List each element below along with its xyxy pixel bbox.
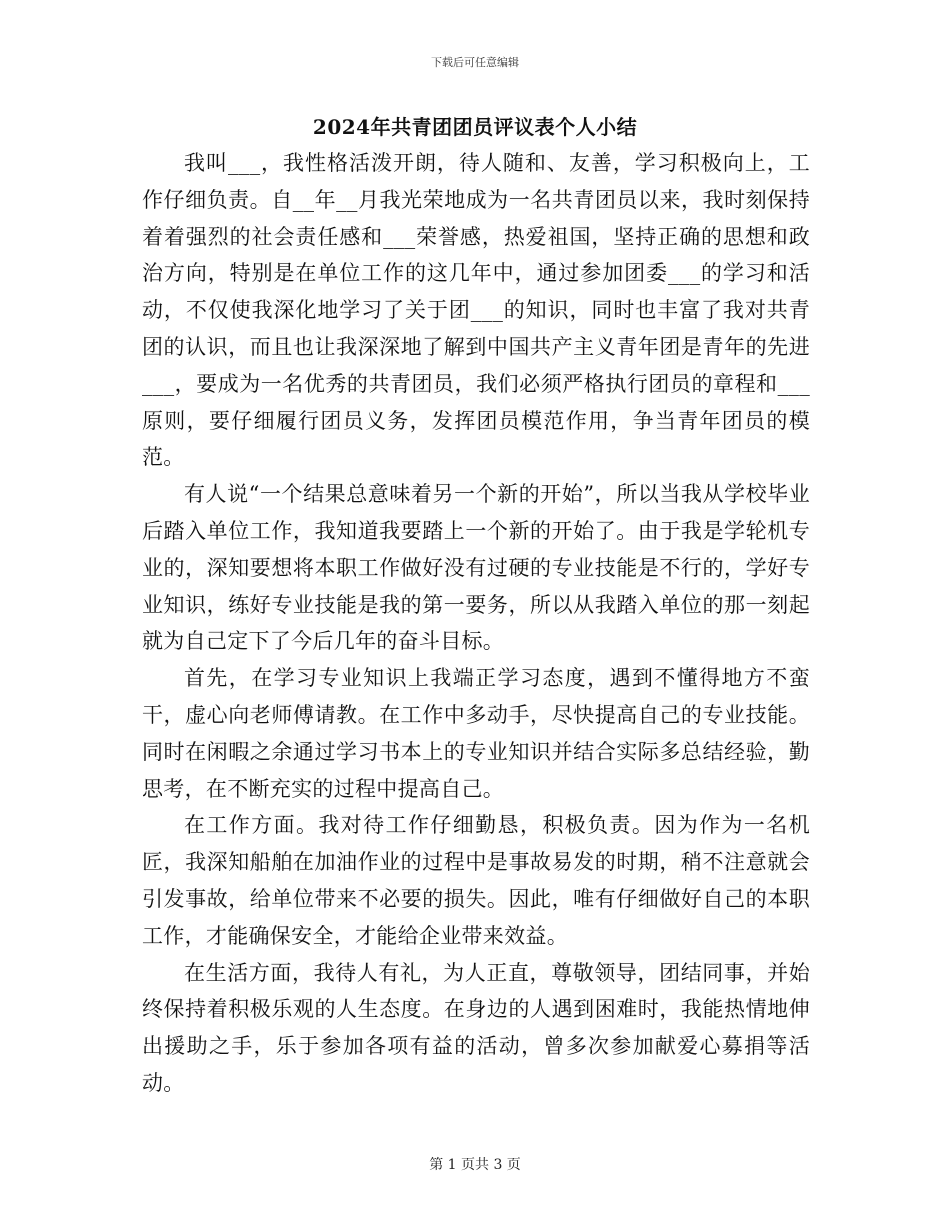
document-title: 2024年共青团团员评议表个人小结: [312, 115, 638, 139]
page-number: 第 1 页共 3 页: [429, 1157, 521, 1173]
paragraph-work: 在工作方面。我对待工作仔细勤恳，积极负责。因为作为一名机匠，我深知船舶在加油作业的过程中是事故易发的时期，稍不注意就会引发事故，给单位带来不必要的损失。因此，唯有仔细做好自己的本职工作，才能确保安全，才能给企业带来效益。: [142, 813, 810, 948]
paragraph-intro: 我叫___，我性格活泼开朗，待人随和、友善，学习积极向上，工作仔细负责。自__年__月我光荣地成为一名共青团员以来，我时刻保持着着强烈的社会责任感和___荣誉感，热爱祖国，坚持正确的思想和政治方向，特别是在单位工作的这几年中，通过参加团委___的学习和活动，不仅使我深化地学习了关于团___的知识，同时也丰富了我对共青团的认识，而且也让我深深地了解到中国共产主义青年团是青年的先进___，要成为一名优秀的共青团员，我们必须严格执行团员的章程和___原则，要仔细履行团员义务，发挥团员模范作用，争当青年团员的模范。: [142, 151, 810, 470]
paragraph-life: 在生活方面，我待人有礼，为人正直，尊敬领导，团结同事，并始终保持着积极乐观的人生态度。在身边的人遇到困难时，我能热情地伸出援助之手，乐于参加各项有益的活动，曾多次参加献爱心募捐等活动。: [142, 960, 810, 1095]
edit-notice: 下载后可任意编辑: [431, 56, 519, 69]
paragraph-new-start: 有人说“一个结果总意味着另一个新的开始”，所以当我从学校毕业后踏入单位工作，我知道我要踏上一个新的开始了。由于我是学轮机专业的，深知要想将本职工作做好没有过硬的专业技能是不行的，学好专业知识，练好专业技能是我的第一要务，所以从我踏入单位的那一刻起就为自己定下了今后几年的奋斗目标。: [142, 482, 810, 654]
document-body: [142, 145, 810, 1102]
paragraph-study: 首先，在学习专业知识上我端正学习态度，遇到不懂得地方不蛮干，虚心向老师傅请教。在工作中多动手，尽快提高自己的专业技能。同时在闲暇之余通过学习书本上的专业知识并结合实际多总结经验，勤思考，在不断充实的过程中提高自己。: [142, 666, 810, 801]
